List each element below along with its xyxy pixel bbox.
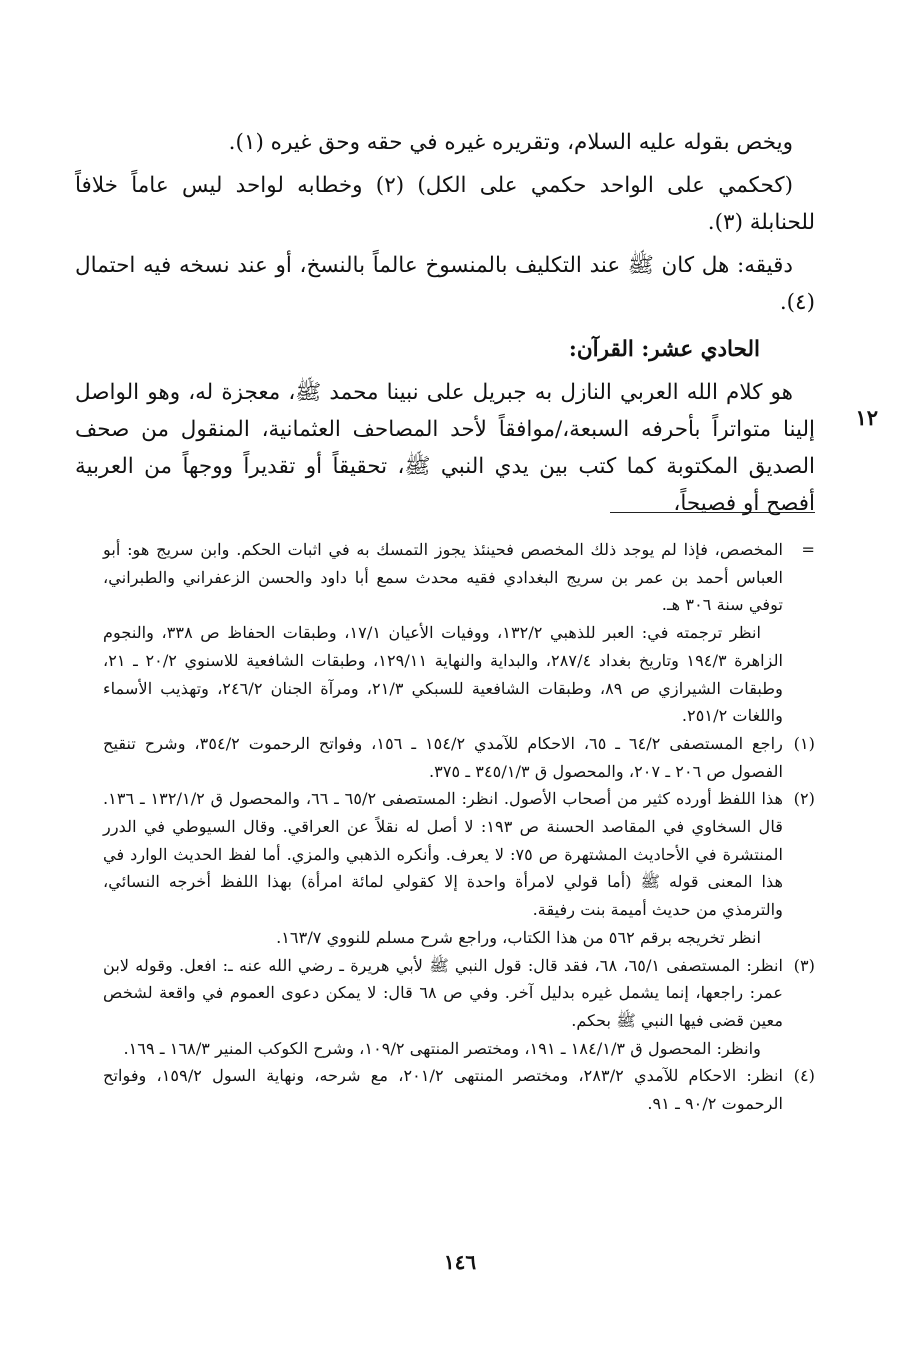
main-paragraph-3: دقيقه: هل كان ﷺ عند التكليف بالمنسوخ عالماً بالنسخ، أو عند نسخه فيه احتمال (٤). (75, 253, 815, 315)
footnote-text: انظر: المستصفى ٦٥/١، ٦٨، فقد قال: قول النبي ﷺ لأبي هريرة ـ رضي الله عنه ـ: افعل. وقوله لابن عمر: راجعها، إنما يشمل غيره بدليل آخر. وفي ص ٦٨ قال: لا يمكن دعوى العموم في واقعة لشخص معين قضى فيها النبي ﷺ بحكم. (103, 955, 784, 1030)
main-paragraph-1: ويخص بقوله عليه السلام، وتقريره غيره في حقه وحق غيره (١). (228, 130, 793, 155)
footnote-text-continued: وانظر: المحصول ق ١٨٤/١/٣ ـ ١٩١، ومختصر المنتهى ١٠٩/٢، وشرح الكوكب المنير ١٦٨/٣ ـ ١٦٩. (123, 1038, 761, 1058)
main-text (75, 124, 815, 528)
footnote-divider (610, 512, 815, 513)
footnote-text-continued: انظر تخريجه برقم ٥٦٢ من هذا الكتاب، وراجع شرح مسلم للنووي ١٦٣/٧. (276, 927, 761, 947)
footnote-text: راجع المستصفى ٦٤/٢ ـ ٦٥، الاحكام للآمدي ١٥٤/٢ ـ ١٥٦، وفواتح الرحموت ٣٥٤/٢، وشرح تنقيح الفصول ص ٢٠٦ ـ ٢٠٧، والمحصول ق ٣٤٥/١/٣ ـ ٣٧٥. (103, 733, 783, 781)
carryover-marker: = (801, 540, 815, 559)
footnotes (103, 536, 815, 1118)
carryover-text: المخصص، فإذا لم يوجد ذلك المخصص فحينئذ يجوز التمسك به في اثبات الحكم. وابن سريج هو: أبو العباس أحمد بن عمر بن سريج البغدادي فقيه محدث سمع أبا داود والحسن الزعفراني والطبراني، توفي سنة ٣٠٦ هـ. (103, 540, 783, 615)
footnote-1 (103, 730, 815, 785)
footnote-text: انظر: الاحكام للآمدي ٢٨٣/٢، ومختصر المنتهى ٢٠١/٢، مع شرحه، ونهاية السول ١٥٩/٢، وفواتح الرحموت ٩٠/٢ ـ ٩١. (103, 1066, 783, 1114)
footnote-3 (103, 952, 815, 1063)
main-paragraph-2: (كحكمي على الواحد حكمي على الكل) (٢) وخطابه لواحد ليس عاماً خلافاً للحنابلة (٣). (75, 173, 815, 235)
carryover-references: انظر ترجمته في: العبر للذهبي ١٣٢/٢، ووفيات الأعيان ١٧/١، وطبقات الحفاظ ص ٣٣٨، والنجوم الزاهرة ١٩٤/٣ وتاريخ بغداد ٢٨٧/٤، والبداية والنهاية ١٢٩/١١، وطبقات الشافعية للاسنوي ٢٠/٢ ـ ٢١، وطبقات الشيرازي ص ٨٩، وطبقات الشافعية للسبكي ٢١/٣، ومرآة الجنان ٢٤٦/٢، وتهذيب الأسماء واللغات ٢٥١/٢. (103, 623, 783, 726)
footnote-number: (١) (793, 733, 815, 753)
footnote-carryover (103, 536, 815, 730)
footnote-text: هذا اللفظ أورده كثير من أصحاب الأصول. انظر: المستصفى ٦٥/٢ ـ ٦٦، والمحصول ق ١٣٢/١/٢ ـ ١٣٦. قال السخاوي في المقاصد الحسنة ص ١٩٣: لا أصل له نقلاً عن العراقي. وقال السيوطي في الدرر المنتشرة في الأحاديث المشتهرة ص ٧٥: لا يعرف. وأنكره الذهبي والمزي. أما لفظ الحديث الوارد في هذا المعنى قوله ﷺ (أما قولي لامرأة واحدة إلا كقولي لمائة امرأة) بهذا اللفظ أخرجه النسائي، والترمذي من حديث أميمة بنت رفيقة. (103, 789, 784, 920)
section-heading: الحادي عشر: القرآن: (568, 337, 760, 362)
footnote-number: (٣) (793, 955, 815, 975)
footnote-4 (103, 1062, 815, 1117)
margin-page-number: ١٢ (855, 405, 878, 430)
footnote-2 (103, 785, 815, 951)
page-number: ١٤٦ (443, 1250, 477, 1274)
footnote-number: (٤) (793, 1066, 815, 1086)
footnote-number: (٢) (793, 789, 815, 809)
main-paragraph-4: هو كلام الله العربي النازل به جبريل على نبينا محمد ﷺ، معجزة له، وهو الواصل إلينا متواتراً بأحرفه السبعة،/موافقاً لأحد المصاحف العثمانية، المنقول من صحف الصديق المكتوبة كما كتب بين يدي النبي ﷺ، تحقيقاً أو تقديراً ووجهاً من العربية أفصح أو فصيحاً، (75, 380, 815, 516)
